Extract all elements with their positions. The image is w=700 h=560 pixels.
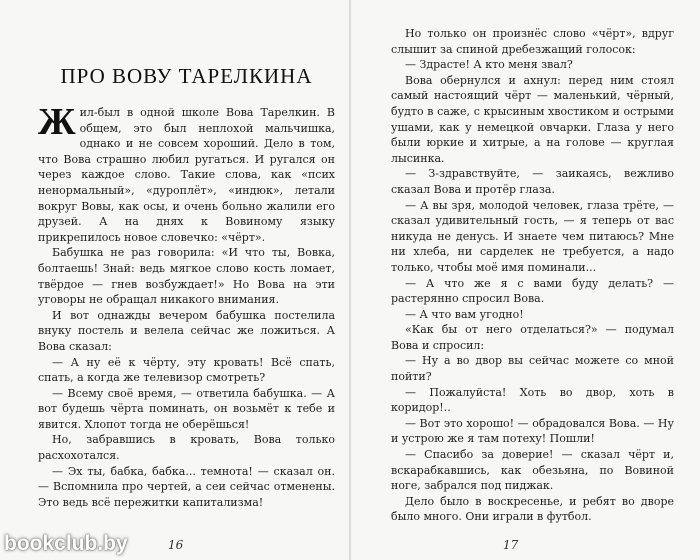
right-page <box>351 0 700 560</box>
paragraph: — Всему своё время, — ответила бабушка. — А вот будешь чёрта поминать, он возьмёт к тебе и явится. Хлопот тогда не оберёшься! <box>38 386 335 431</box>
first-paragraph <box>38 101 335 245</box>
paragraph: — Эх ты, бабка, бабка... темнота! — сказал он. — Вспомнила про чертей, а сеи сейчас отменены. Это ведь всё пережитки капитализма! <box>38 464 335 509</box>
paragraph: — Здрасте! А кто меня звал? <box>405 58 573 72</box>
paragraph: Но только он произнёс слово «чёрт», вдруг слышит за спиной дребезжащий голосок: <box>391 27 674 56</box>
left-page-text <box>38 101 335 510</box>
story-title: ПРО ВОВУ ТАРЕЛКИНА <box>60 64 313 88</box>
page-number-right: 17 <box>503 538 519 552</box>
paragraph: Дело было в воскресенье, и ребят во дворе было много. Они играли в футбол. <box>391 494 674 524</box>
paragraph: И вот однажды вечером бабушка постелила внуку постель и велела сейчас же ложиться. А Вова сказал: <box>38 308 335 353</box>
paragraph: Но, забравшись в кровать, Вова только расхохотался. <box>38 433 335 463</box>
paragraph: — Спасибо за доверие! — сказал чёрт и, вскарабкавшись, как обезьяна, по Вовиной ноге, забрался под пиджак. <box>391 448 674 493</box>
page-number-left: 16 <box>168 538 184 552</box>
first-paragraph-text: ил-был в одной школе Вова Тарелкин. В общем, это был неплохой мальчишка, однако и не совсем хороший. Дело в том, что Вова страшно любил ругаться. И ругался он через каждое слово. Такие слова, как «псих ненормальный», «дуроплёт», «индюк», летали вокруг Вовы, как осы, и очень больно жалили его друзей. А на днях к Вовиному языку прикрепилось новое словечко: «чёрт». <box>38 106 335 244</box>
paragraph: — З-здравствуйте, — заикаясь, вежливо сказал Вова и протёр глаза. <box>391 167 674 196</box>
paragraph: — Ну а во двор вы сейчас можете со мной пойти? <box>391 354 674 384</box>
drop-cap: Ж <box>38 101 76 143</box>
paragraph: — А что же я с вами буду делать? — растерянно спросил Вова. <box>391 276 674 306</box>
paragraph: — А ну её к чёрту, эту кровать! Всё спать, спать, а когда же телевизор смотреть? <box>38 355 335 385</box>
paragraph: Вова обернулся и ахнул: перед ним стоял самый настоящий чёрт — маленький, чёрный, будто в саже, с крысиным хвостиком и острыми ушами, как у немецкой овчарки. Глаза у него были юркие и хитрые, а на голове — круглая лысинка. <box>391 73 674 165</box>
paragraph: — Вот это хорошо! — обрадовался Вова. — Ну и устрою же я там потеху! Пошли! <box>391 416 674 446</box>
site-watermark: bookclub.by <box>4 532 128 555</box>
paragraph: Бабушка не раз говорила: «И что ты, Вовка, болтаешь! Знай: ведь мягкое слово кость ломает, твёрдое — гнев возбуждает!» Но Вова на эти уговоры не обращал никакого внимания. <box>38 246 335 307</box>
paragraph: «Как бы от него отделаться?» — подумал Вова и спросил: <box>391 323 674 352</box>
paragraph: — Пожалуйста! Хоть во двор, хоть в коридор!.. <box>391 385 674 415</box>
paragraph: — А вы зря, молодой человек, глаза трёте, — сказал удивительный гость, — я теперь от вас никуда не денусь. И знаете чем питаюсь? Мне ни хлеба, ни сарделек не требуется, а надо только, чтобы моё имя поминали... <box>391 198 674 274</box>
right-page-text <box>391 26 674 525</box>
left-page <box>0 0 349 560</box>
paragraph: — А что вам угодно! <box>405 307 524 321</box>
